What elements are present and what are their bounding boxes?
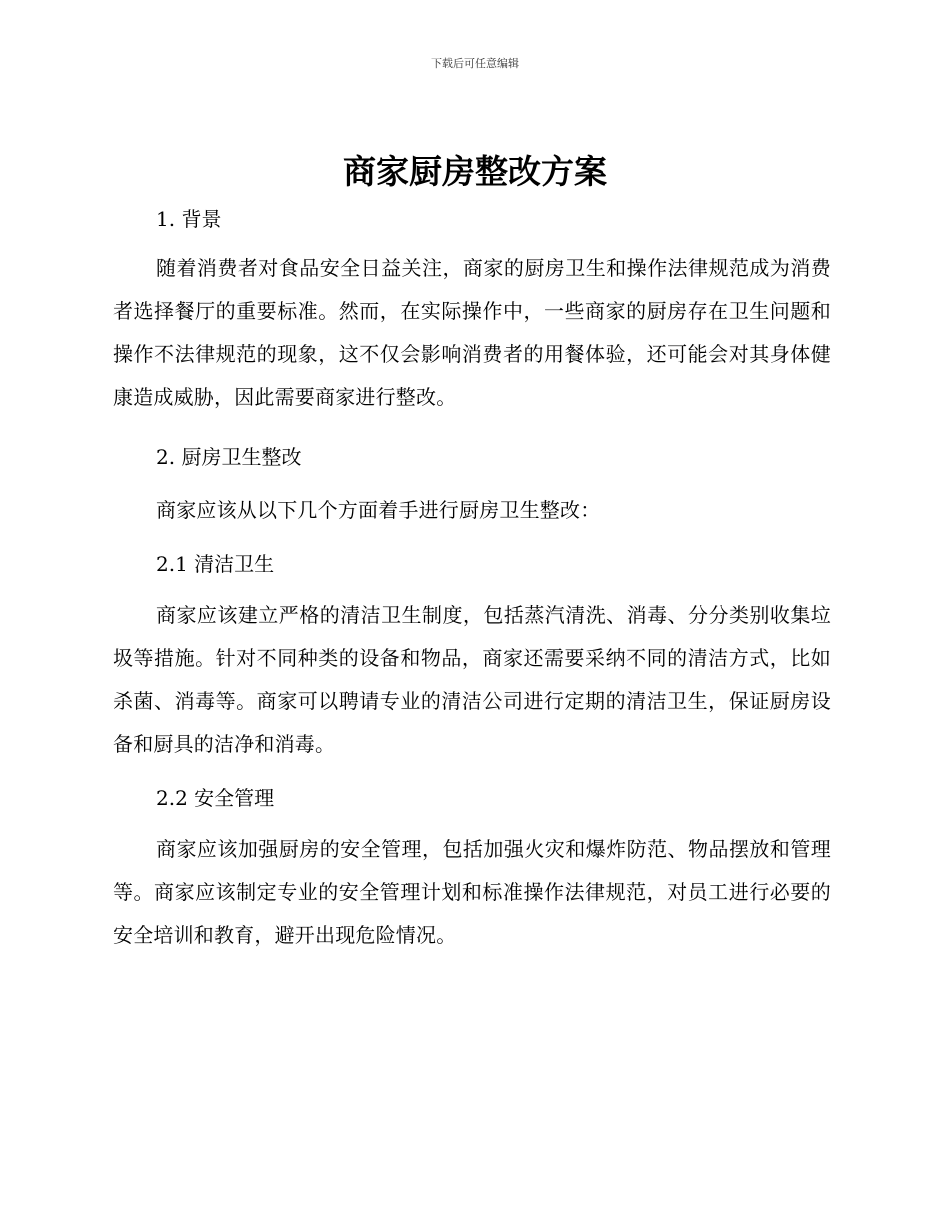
section-paragraph-kitchen-hygiene: 商家应该从以下几个方面着手进行厨房卫生整改： [156,498,601,522]
page-header-note: 下载后可任意编辑 [431,57,519,70]
document-body [113,203,831,957]
document-title: 商家厨房整改方案 [343,152,607,191]
section-heading-safety: 2.2 安全管理 [156,786,275,810]
section-paragraph-cleaning: 商家应该建立严格的清洁卫生制度，包括蒸汽清洗、消毒、分分类别收集垃圾等措施。针对不同种类的设备和物品，商家还需要采纳不同的清洁方式，比如杀菌、消毒等。商家可以聘请专业的清洁公司进行定期的清洁卫生，保证厨房设备和厨具的洁净和消毒。 [113,603,831,756]
section-heading-cleaning: 2.1 清洁卫生 [156,552,275,576]
section-paragraph-background: 随着消费者对食品安全日益关注，商家的厨房卫生和操作法律规范成为消费者选择餐厅的重要标准。然而，在实际操作中，一些商家的厨房存在卫生问题和操作不法律规范的现象，这不仅会影响消费者的用餐体验，还可能会对其身体健康造成威胁，因此需要商家进行整改。 [113,256,831,409]
section-heading-background: 1. 背景 [156,207,222,231]
section-heading-kitchen-hygiene: 2. 厨房卫生整改 [156,445,302,469]
section-paragraph-safety: 商家应该加强厨房的安全管理，包括加强火灾和爆炸防范、物品摆放和管理等。商家应该制定专业的安全管理计划和标准操作法律规范，对员工进行必要的安全培训和教育，避开出现危险情况。 [113,837,831,947]
